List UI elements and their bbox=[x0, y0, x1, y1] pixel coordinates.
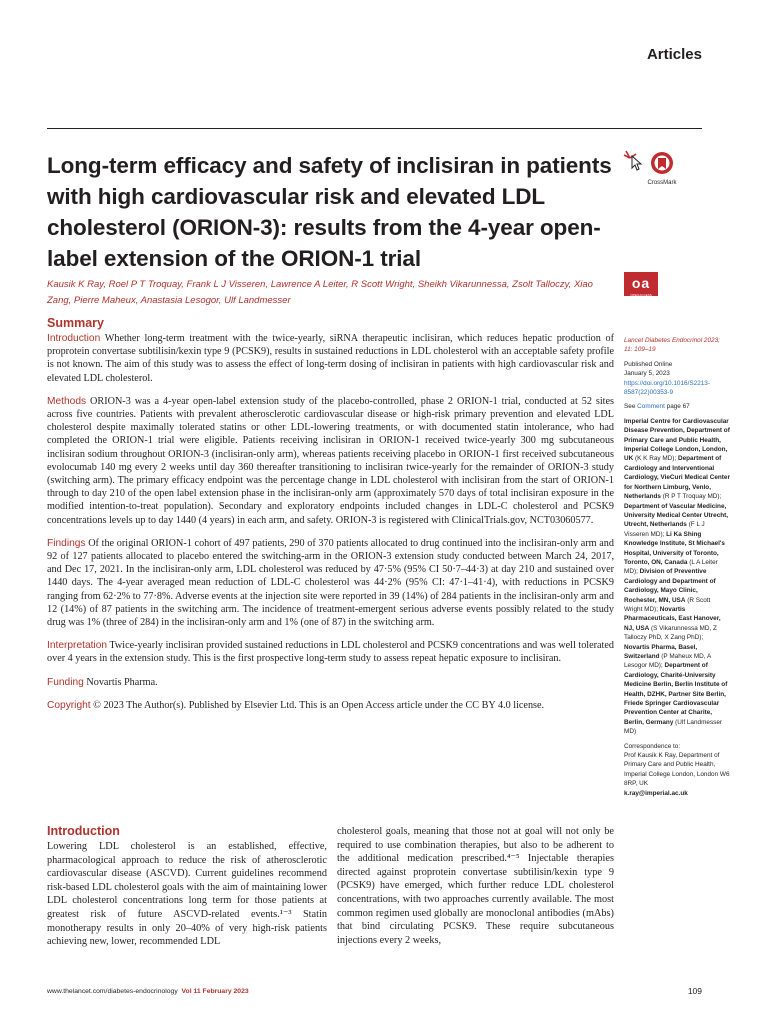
author-list: Kausik K Ray, Roel P T Troquay, Frank L J Visseren, Lawrence A Leiter, R Scott Wright, Sheikh Vikarunnessa, Zsolt Talloczy, Xiao Zang, Pierre Maheux, Anastasia Lesogor, Ulf Landmesser bbox=[47, 279, 593, 306]
correspondence-label: Correspondence to: bbox=[624, 742, 681, 750]
header-rule bbox=[47, 128, 702, 129]
abstract-introduction bbox=[47, 332, 614, 385]
affiliation-institution: Imperial Centre for Cardiovascular Disease Prevention, Department of Primary Care and Public Health, Imperial College London, London, UK bbox=[624, 417, 730, 463]
correspondence bbox=[624, 742, 730, 798]
abstract-introduction-label: Introduction bbox=[47, 333, 101, 344]
comment-link[interactable]: Comment bbox=[637, 403, 665, 411]
correspondence-address: Prof Kausik K Ray, Department of Primary Care and Public Health, Imperial College London, London W6 8RP, UK bbox=[624, 752, 730, 788]
published-date: January 5, 2023 bbox=[624, 370, 670, 378]
oa-badge-sub: OPEN ACCESS bbox=[630, 293, 652, 297]
introduction-section bbox=[47, 824, 614, 948]
doi-link[interactable]: https://doi.org/10.1016/S2213-8587(22)00353-9 bbox=[624, 379, 710, 397]
abstract-findings-label: Findings bbox=[47, 537, 86, 549]
see-prefix: See bbox=[624, 403, 638, 411]
introduction-heading: Introduction bbox=[47, 824, 120, 838]
abstract-introduction-text: Whether long-term treatment with the twice-yearly, siRNA therapeutic inclisiran, which reduces hepatic production of proprotein convertase subtilisin/kexin type 9 (PCSK9), results in sustained reductions in LDL cholesterol with an acceptable safety profile is not known. The aim of this study was to assess the effect of long-term dosing of inclisiran in patients with high cardiovascular risk and elevated LDL cholesterol. bbox=[47, 333, 614, 384]
journal-citation: Lancet Diabetes Endocrinol 2023; 11: 109–19 bbox=[624, 337, 720, 354]
abstract-copyright bbox=[47, 699, 614, 712]
article-title: Long-term efficacy and safety of inclisiran in patients with high cardiovascular risk and elevated LDL cholesterol (ORION-3): results from the 4-year open-label extension of the ORION-1 trial bbox=[47, 153, 612, 271]
affiliation-author: (R P T Troquay MD); bbox=[660, 493, 722, 501]
footer bbox=[47, 988, 249, 995]
abstract-methods bbox=[47, 395, 614, 527]
section-label: Articles bbox=[646, 46, 702, 63]
abstract-copyright-text: © 2023 The Author(s). Published by Elsevier Ltd. This is an Open Access article under the CC BY 4.0 license. bbox=[90, 699, 545, 711]
affiliation-institution: Department of Vascular Medicine, University Medical Center Utrecht, Utrecht, Netherlands bbox=[624, 502, 729, 529]
publication-info bbox=[624, 360, 730, 398]
affiliation-institution: Novartis Pharma, Basel, Switzerland bbox=[624, 643, 698, 660]
abstract-findings bbox=[47, 537, 614, 629]
svg-text:CrossMark: CrossMark bbox=[647, 180, 677, 186]
published-online-label: Published Online bbox=[624, 360, 673, 368]
crossmark-logo[interactable] bbox=[622, 148, 678, 188]
abstract-funding bbox=[47, 676, 614, 689]
open-access-badge bbox=[624, 272, 658, 296]
affiliation-author: (Ulf Landmesser MD) bbox=[624, 718, 723, 736]
affiliation-author: (S Vikarunnessa MD, Z Talloczy PhD, X Zang PhD); bbox=[624, 624, 717, 642]
footer-volume: Vol 11 February 2023 bbox=[181, 988, 249, 995]
oa-badge-text: oa bbox=[631, 275, 651, 291]
sidebar bbox=[624, 336, 730, 803]
affiliations bbox=[624, 417, 730, 737]
affiliation-institution: Li Ka Shing Knowledge Institute, St Michael's Hospital, University of Toronto, Toronto, ON, Canada bbox=[624, 530, 725, 566]
summary-heading: Summary bbox=[47, 316, 104, 330]
affiliation-institution: Novartis Pharmaceuticals, East Hanover, NJ, USA bbox=[624, 605, 721, 632]
affiliation-institution: Department of Cardiology, Charité-University Medicine Berlin, Berlin Institute of Health, DZHK, Partner Site Berlin, Friede Springer Cardiovascular Prevention Center at Charite, Berlin, Germany bbox=[624, 662, 728, 726]
abstract-funding-text: Novartis Pharma. bbox=[83, 676, 158, 688]
affiliation-author: (L A Leiter MD); bbox=[624, 558, 718, 576]
abstract-copyright-label: Copyright bbox=[47, 699, 91, 711]
affiliation-author: (P Maheux MD, A Lesogor MD); bbox=[624, 653, 711, 670]
abstract-methods-label: Methods bbox=[47, 395, 87, 407]
affiliation-author: (F L J Visseren MD); bbox=[624, 521, 705, 538]
footer-url[interactable]: www.thelancet.com/diabetes-endocrinology bbox=[47, 988, 178, 995]
abstract-interpretation-label: Interpretation bbox=[47, 640, 108, 652]
affiliation-institution: Department of Cardiology and Interventional Cardiology, VieCuri Medical Center for Northern Limburg, Venlo, Netherlands bbox=[624, 455, 730, 501]
abstract-funding-label: Funding bbox=[47, 676, 84, 688]
correspondence-email[interactable]: k.ray@imperial.ac.uk bbox=[624, 789, 688, 797]
abstract bbox=[47, 332, 614, 722]
see-comment bbox=[624, 402, 730, 411]
see-suffix: page 67 bbox=[664, 403, 690, 411]
abstract-interpretation bbox=[47, 639, 614, 665]
page-number: 109 bbox=[687, 986, 702, 996]
crossmark-icon bbox=[622, 148, 678, 188]
abstract-methods-text: ORION-3 was a 4-year open-label extension study of the placebo-controlled, phase 2 ORION-1 trial, conducted at 52 sites across five countries. Patients with prevalent atherosclerotic cardiovascular disease or high-risk primary prevention and elevated LDL cholesterol despite maximally tolerated statins or other LDL-lowering treatments, or with documented statin intolerance, who had completed the ORION-1 trial were eligible. Patients receiving inclisiran in ORION-1 received twice-yearly 300 mg subcutaneous inclisiran sodium throughout ORION-3 (inclisiran-only arm), whereas patients receiving placebo in ORION-1 first received subcutaneous evolocumab 140 mg every 2 weeks until day 360 thereafter transitioning to inclisiran twice-yearly for the remainder of ORION-3 study (switching arm). The primary efficacy endpoint was the percentage change in LDL cholesterol with inclisiran from the start of ORION-1 through to day 210 of the open label extension phase in the inclisiran-only arm (approximately 570 days of total inclisiran exposure in the modified intention-to-treat population). Secondary and exploratory endpoints included changes in LDL-C cholesterol and PCSK9 concentrations levels up to day 1440 (4 years) in each arm, and safety. ORION-3 is registered with ClinicalTrials.gov, NCT03060577. bbox=[47, 395, 614, 526]
affiliation-institution: Division of Preventive Cardiology and Department of Cardiology, Mayo Clinic, Rochester, MN, USA bbox=[624, 568, 716, 604]
introduction-left-column: Lowering LDL cholesterol is an established, effective, pharmacological approach to reduce the risk of atherosclerotic cardiovascular disease (ASCVD). Current guidelines recommend risk-based LDL cholesterol goals with the aim of maintaining lower LDL cholesterol concentrations long term for those patients at greatest risk of future ASCVD-related events.¹⁻³ Statin monotherapy results in only 20–40% of very high-risk patients achieving new, lower, recommended LDL bbox=[47, 841, 327, 948]
abstract-interpretation-text: Twice-yearly inclisiran provided sustained reductions in LDL cholesterol and PCSK9 concentrations and was well tolerated over 4 years in the extension study. This is the first prospective long-term study to assess repeat hepatic exposure to inclisiran. bbox=[47, 640, 614, 665]
abstract-findings-text: Of the original ORION-1 cohort of 497 patients, 290 of 370 patients allocated to drug continued into the inclisiran-only arm and 92 of 127 patients allocated to placebo entered the switching-arm in the ORION-3 extension study conducted between March 24, 2017, and Dec 17, 2021. In the inclisiran-only arm, LDL cholesterol was reduced by 47·5% (95% CI 50·7–44·3) at day 210 and sustained over 1440 days. The 4-year averaged mean reduction of LDL-C cholesterol was 44·2% (95% CI: 47·1–41·4), with reductions in PCSK9 ranging from 62·2% to 77·8%. Adverse events at the injection site were reported in 39 (14%) of 284 patients in the inclisiran-only arm and 12 (14%) of 87 patients in the switching arm. The incidence of treatment-emergent serious adverse events possibly related to the study drug was 1% (three of 284) in the inclisiran-only arm and 1% (one of 87) in the switching arm. bbox=[47, 537, 614, 629]
affiliation-author: (R Scott Wright MD); bbox=[624, 596, 711, 613]
affiliation-author: (K K Ray MD); bbox=[633, 455, 678, 463]
introduction-right-column: cholesterol goals, meaning that those not at goal will not only be required to use combination therapies, but also to be adherent to the additional medication prescribed.⁴⁻⁵ Injectable therapies directed against proprotein convertase subtilisin/kexin type 9 (PCSK9) have emerged, which further reduce LDL cholesterol concentrations, with two approaches currently available. The most common regimen used globally are monoclonal antibodies (mAbs) that bind circulating PCSK9. These require subcutaneous injections every 2 weeks, bbox=[337, 826, 614, 946]
